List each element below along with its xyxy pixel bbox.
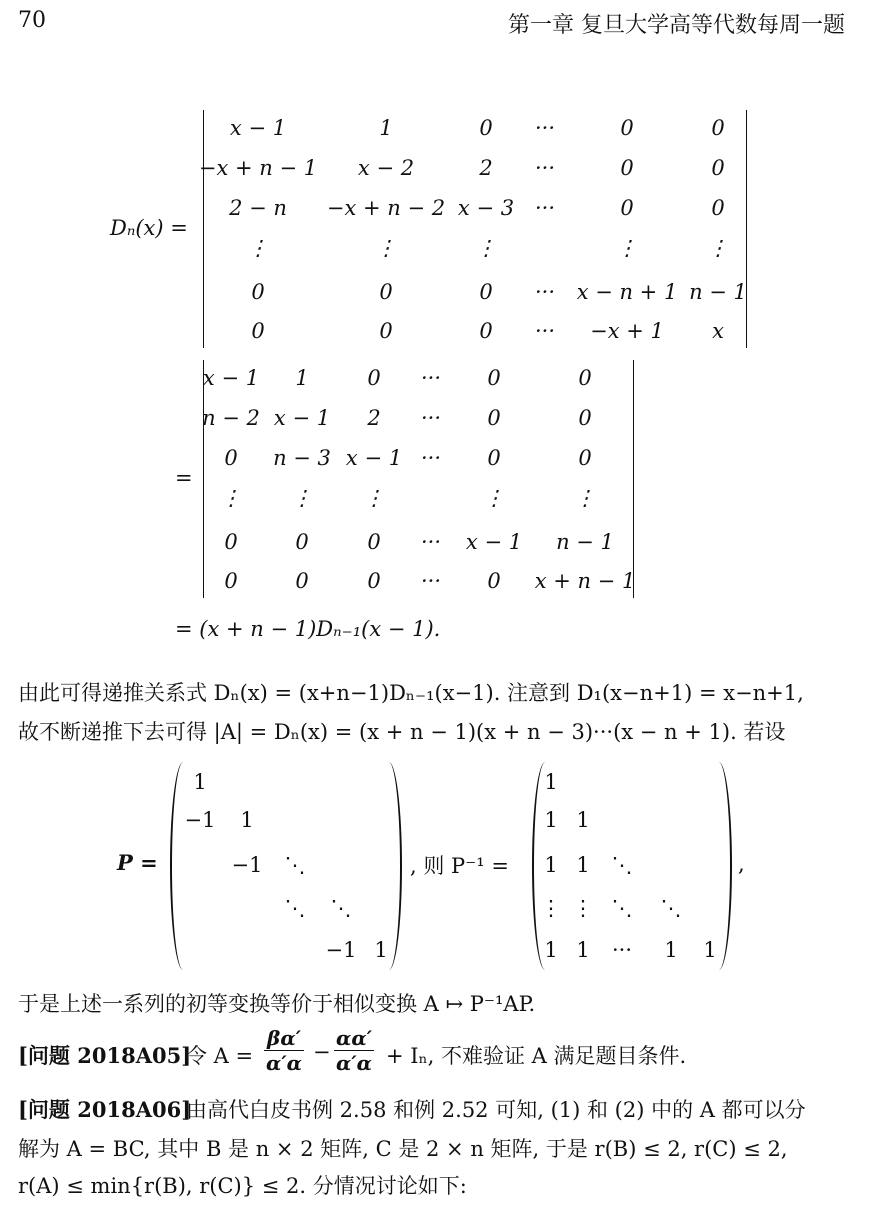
det2-cell: ⋮: [483, 486, 505, 510]
det1-cell: x − 1: [229, 116, 287, 140]
det1-cell: 0: [379, 319, 393, 343]
page-number: 70: [18, 8, 46, 33]
det1-cell: x − 3: [457, 196, 515, 220]
det1-cell: ⋮: [375, 236, 397, 260]
det1-cell: x − n + 1: [576, 280, 678, 304]
det2-cell: ···: [420, 569, 442, 593]
problem-06-line-2: 解为 A = BC, 其中 B 是 n × 2 矩阵, C 是 2 × n 矩阵, 于是 r(B) ≤ 2, r(C) ≤ 2,: [18, 1137, 788, 1161]
problem-05-tail: + Iₙ, 不难验证 A 满足题目条件.: [386, 1044, 687, 1068]
matrix-p-cell: −1: [184, 808, 216, 832]
problem-06-line-1: 由高代白皮书例 2.58 和例 2.52 可知, (1) 和 (2) 中的 A 都可以分: [186, 1098, 806, 1122]
det1-cell: 2 − n: [229, 196, 287, 220]
det2-cell: ⋮: [220, 486, 242, 510]
det1-cell: −x + 1: [590, 319, 664, 343]
det2-cell: 0: [224, 569, 238, 593]
det1-cell: ⋮: [616, 236, 638, 260]
det2-cell: 0: [224, 530, 238, 554]
matrix-p-cell: ⋱: [284, 853, 306, 877]
matrix-pinv-cell: 1: [576, 938, 590, 962]
det1-cell: ···: [534, 280, 556, 304]
problem-06-line-3: r(A) ≤ min{r(B), r(C)} ≤ 2. 分情况讨论如下:: [18, 1174, 467, 1198]
det2-cell: ···: [420, 530, 442, 554]
det2-cell: ···: [420, 366, 442, 390]
det1-cell: 2: [479, 156, 493, 180]
det2-cell: 0: [367, 530, 381, 554]
chapter-title: 第一章 复旦大学高等代数每周一题: [508, 13, 845, 38]
matrix-p-label: P =: [117, 850, 158, 875]
det1-cell: 1: [379, 116, 393, 140]
det2-cell: 0: [295, 569, 309, 593]
matrix-pinv-cell: 1: [576, 853, 590, 877]
paragraph-1-line-2: 故不断递推下去可得 |A| = Dₙ(x) = (x + n − 1)(x + n − 3)···(x − n + 1). 若设: [18, 720, 786, 744]
matrix-pinv-cell: 1: [544, 770, 558, 794]
fraction-1: [264, 1026, 304, 1075]
matrix-pinv-cell: 1: [703, 938, 717, 962]
det2-cell: n − 3: [273, 446, 331, 470]
det1-cell: n − 1: [689, 280, 747, 304]
det2-left-bar: [203, 360, 204, 598]
det2-cell: 0: [224, 446, 238, 470]
problem-05-tag: [问题 2018A05]: [18, 1043, 192, 1068]
det2-cell: n − 2: [202, 406, 260, 430]
det1-cell: 0: [711, 196, 725, 220]
det1-cell: ⋮: [247, 236, 269, 260]
matrix-p-cell: ⋱: [284, 896, 306, 920]
det2-cell: x − 1: [273, 406, 331, 430]
matrix-pinv-cell: 1: [544, 808, 558, 832]
matrix-pinv-cell: 1: [544, 853, 558, 877]
fraction-1-denominator: α′α: [266, 1051, 303, 1075]
matrix-p-cell: ⋱: [330, 896, 352, 920]
det2-cell: 0: [487, 406, 501, 430]
det2-cell: ⋮: [574, 486, 596, 510]
det2-cell: 0: [487, 366, 501, 390]
det1-cell: x − 2: [357, 156, 415, 180]
det2-label: =: [175, 466, 193, 490]
det2-cell: n − 1: [556, 530, 614, 554]
fraction-2-denominator: α′α: [336, 1051, 373, 1075]
det1-cell: ⋮: [707, 236, 729, 260]
det1-cell: 0: [479, 116, 493, 140]
det1-cell: ⋮: [475, 236, 497, 260]
matrix-p-cell: 1: [240, 808, 254, 832]
matrix-pinv-cell: ···: [611, 938, 633, 962]
problem-05-lead: 令 A =: [186, 1044, 254, 1068]
det1-cell: 0: [620, 156, 634, 180]
matrix-p-cell: −1: [325, 938, 357, 962]
matrix-pinv-cell: 1: [544, 938, 558, 962]
matrix-pinv-cell: 1: [664, 938, 678, 962]
paragraph-2: 于是上述一系列的初等变换等价于相似变换 A ↦ P⁻¹AP.: [18, 992, 536, 1016]
det1-cell: ···: [534, 156, 556, 180]
det2-cell: ···: [420, 446, 442, 470]
det1-cell: 0: [620, 196, 634, 220]
det2-cell: 0: [578, 366, 592, 390]
det1-cell: ···: [534, 319, 556, 343]
det2-cell: x − 1: [202, 366, 260, 390]
det1-cell: 0: [620, 116, 634, 140]
det1-cell: 0: [711, 156, 725, 180]
det1-cell: 0: [251, 319, 265, 343]
det1-cell: 0: [711, 116, 725, 140]
det2-cell: 0: [367, 366, 381, 390]
det1-cell: ···: [534, 116, 556, 140]
problem-06-tag: [问题 2018A06]: [18, 1097, 192, 1122]
det2-cell: 0: [578, 406, 592, 430]
fraction-2-numerator: αα′: [336, 1026, 373, 1050]
matrix-pinv-cell: ⋮: [540, 896, 562, 920]
det1-cell: −x + n − 2: [326, 196, 446, 220]
det1-cell: 0: [479, 280, 493, 304]
det2-cell: x + n − 1: [534, 569, 636, 593]
matrix-p-cell: −1: [231, 853, 263, 877]
matrix-p-left-paren: [170, 762, 192, 970]
det2-cell: x − 1: [345, 446, 403, 470]
det2-cell: 0: [295, 530, 309, 554]
result-line: = (x + n − 1)Dₙ₋₁(x − 1).: [175, 617, 441, 641]
det2-right-bar: [633, 360, 634, 598]
det1-cell: 0: [379, 280, 393, 304]
paragraph-1-line-1: 由此可得递推关系式 Dₙ(x) = (x+n−1)Dₙ₋₁(x−1). 注意到 D₁(x−n+1) = x−n+1,: [18, 681, 804, 705]
minus-sign: −: [313, 1040, 331, 1064]
det1-cell: 0: [479, 319, 493, 343]
det2-cell: 0: [487, 569, 501, 593]
det1-right-bar: [746, 110, 747, 348]
det1-cell: ···: [534, 196, 556, 220]
det2-cell: 1: [295, 366, 309, 390]
matrix-p-cell: 1: [374, 938, 388, 962]
det1-cell: x: [712, 319, 724, 343]
matrix-p-cell: 1: [193, 770, 207, 794]
det2-cell: 0: [367, 569, 381, 593]
matrix-pinv-cell: ⋱: [660, 896, 682, 920]
det1-left-bar: [203, 110, 204, 348]
det2-cell: x − 1: [465, 530, 523, 554]
matrix-pinv-cell: ⋱: [611, 896, 633, 920]
det1-label: Dₙ(x) =: [110, 216, 188, 240]
det2-cell: ···: [420, 406, 442, 430]
det1-cell: −x + n − 1: [198, 156, 318, 180]
matrix-pinv-cell: ⋱: [611, 853, 633, 877]
fraction-2: [334, 1026, 374, 1075]
matrix-pinv-cell: ⋮: [572, 896, 594, 920]
det2-cell: 0: [578, 446, 592, 470]
det2-cell: 0: [487, 446, 501, 470]
det2-cell: 2: [367, 406, 381, 430]
fraction-1-numerator: βα′: [264, 1026, 304, 1051]
trailing-comma: ,: [738, 852, 745, 876]
det2-cell: ⋮: [363, 486, 385, 510]
det2-cell: ⋮: [291, 486, 313, 510]
det1-cell: 0: [251, 280, 265, 304]
matrix-pinv-cell: 1: [576, 808, 590, 832]
then-label: , 则 P⁻¹ =: [410, 854, 509, 878]
